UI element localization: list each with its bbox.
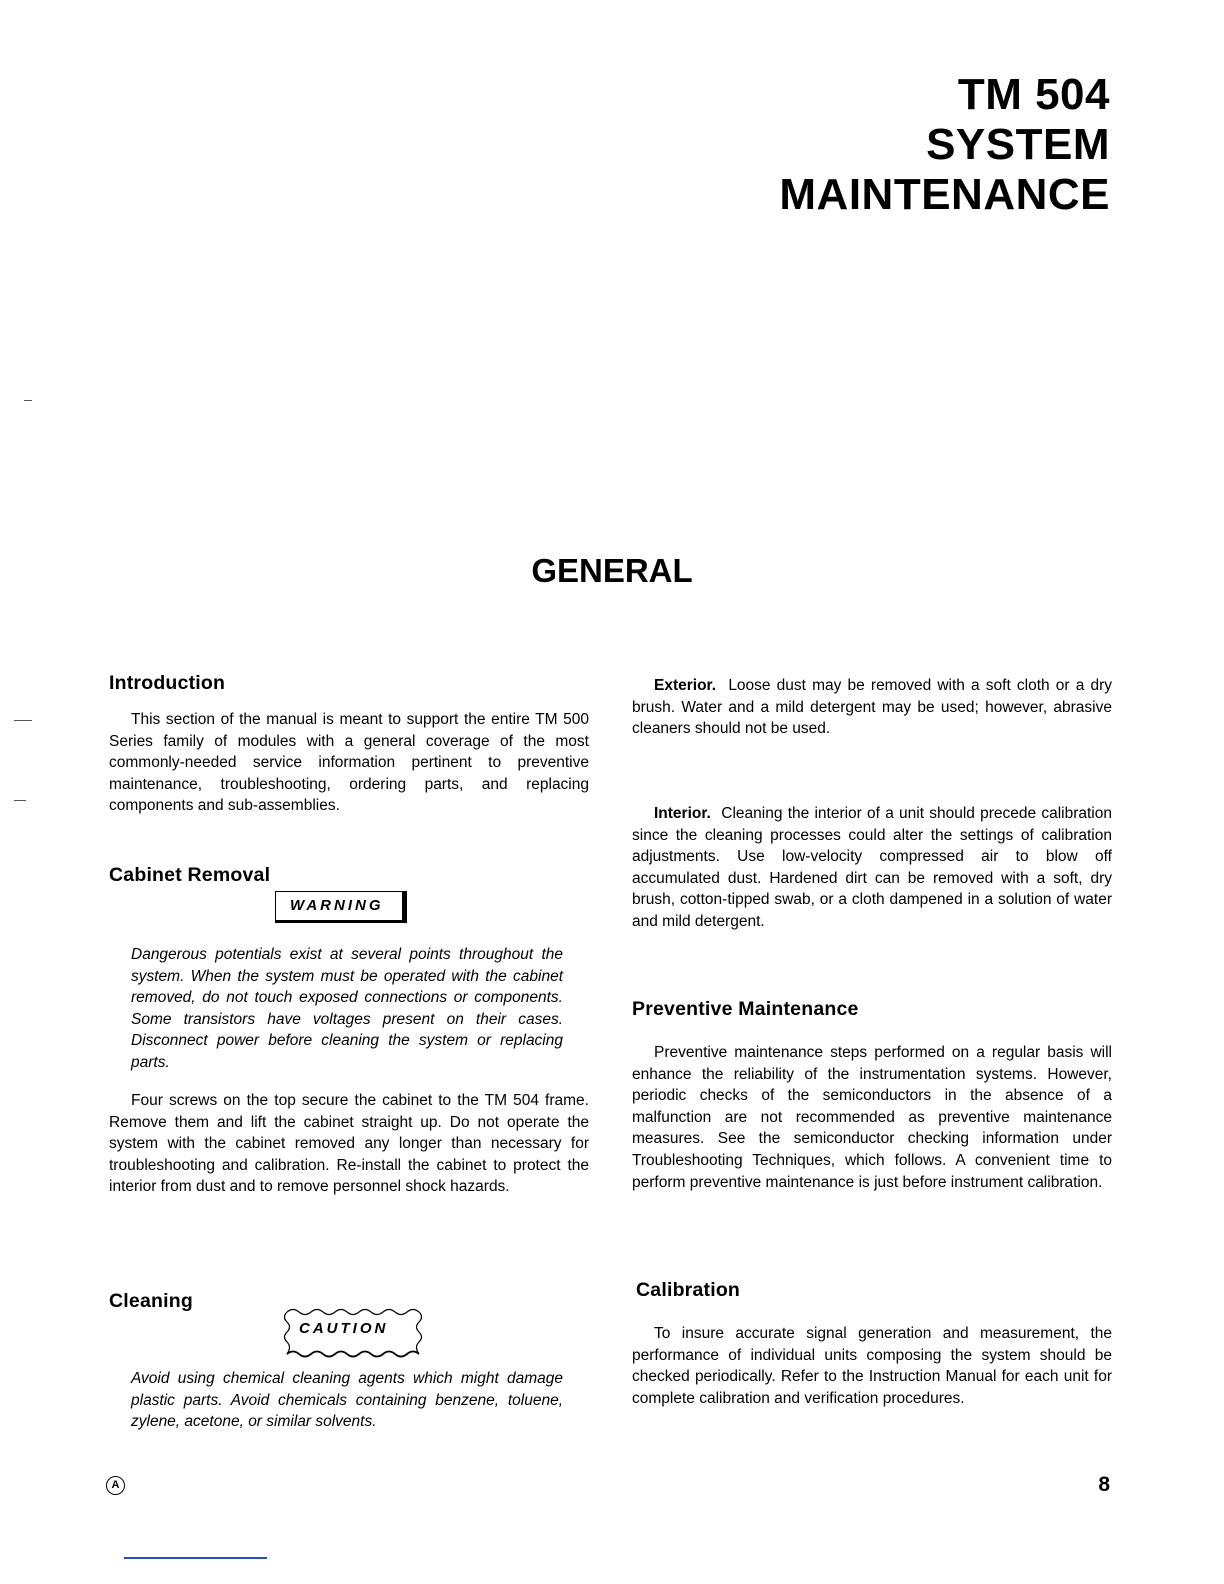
interior-label: Interior. xyxy=(654,805,711,822)
cabinet-removal-heading: Cabinet Removal xyxy=(109,864,271,886)
page-number: 8 xyxy=(1098,1473,1110,1496)
introduction-heading: Introduction xyxy=(109,672,226,694)
exterior-label: Exterior. xyxy=(654,677,717,694)
publisher-logo: A xyxy=(106,1476,125,1495)
interior-paragraph xyxy=(632,803,1112,933)
exterior-body: Loose dust may be removed with a soft cloth or a dry brush. Water and a mild detergent may be used; however, abrasive cleaners should not be used. xyxy=(632,677,1112,738)
section-title: GENERAL xyxy=(531,552,693,589)
cabinet-removal-body: Four screws on the top secure the cabinet to the TM 504 frame. Remove them and lift the cabinet straight up. Do not operate the system with the cabinet removed any longer than necessary for troubleshooting and calibration. Re-install the cabinet to protect the interior from dust and to remove personnel shock hazards. xyxy=(109,1092,589,1196)
warning-label: WARNING xyxy=(275,891,407,923)
introduction-section xyxy=(109,672,589,817)
title-line-2: SYSTEM xyxy=(926,120,1110,169)
preventive-maintenance-heading: Preventive Maintenance xyxy=(632,998,859,1020)
exterior-paragraph xyxy=(632,675,1112,740)
caution-text: Avoid using chemical cleaning agents which might damage plastic parts. Avoid chemicals containing benzene, toluene, zylene, acetone, or similar solvents. xyxy=(131,1370,563,1431)
cleaning-heading: Cleaning xyxy=(109,1290,193,1312)
caution-label: CAUTION xyxy=(299,1320,389,1337)
title-line-1: TM 504 xyxy=(957,70,1110,119)
margin-mark xyxy=(14,720,32,721)
footer-rule xyxy=(124,1557,267,1559)
interior-body: Cleaning the interior of a unit should precede calibration since the cleaning processes could alter the settings of calibration adjustments. Use low-velocity compressed air to blow off accumulated dust. Hardened dirt can be removed with a soft, dry brush, cotton-tipped swab, or a cloth dampened in a solution of water and mild detergent. xyxy=(632,805,1112,930)
title-line-3: MAINTENANCE xyxy=(779,170,1110,219)
caution-label-box xyxy=(281,1306,431,1362)
preventive-maintenance-body: Preventive maintenance steps performed on a regular basis will enhance the reliability of the instrumentation systems. However, periodic checks of the semiconductors in the absence of a malfunction are not recommended as preventive maintenance measures. See the semiconductor checking information under Troubleshooting Techniques, which follows. A convenient time to perform preventive maintenance is just before instrument calibration. xyxy=(632,1044,1112,1191)
cabinet-removal-section xyxy=(109,864,589,887)
calibration-body: To insure accurate signal generation and measurement, the performance of individual units composing the system should be checked periodically. Refer to the Instruction Manual for each unit for complete calibration and verification procedures. xyxy=(632,1325,1112,1407)
margin-mark xyxy=(24,400,32,401)
preventive-maintenance-section xyxy=(632,998,1112,1193)
document-title xyxy=(779,70,1110,220)
margin-mark xyxy=(14,800,26,801)
warning-text: Dangerous potentials exist at several points throughout the system. When the system must be operated with the cabinet removed, do not touch exposed connections or components. Some transistors have voltages present on their cases. Disconnect power before cleaning the system or replacing parts. xyxy=(131,946,563,1071)
calibration-section xyxy=(632,1279,1112,1409)
calibration-heading: Calibration xyxy=(636,1279,741,1301)
introduction-body: This section of the manual is meant to support the entire TM 500 Series family of modules with a general coverage of the most commonly-needed service information pertinent to preventive maintenance, troubleshooting, ordering parts, and replacing components and sub-assemblies. xyxy=(109,711,589,815)
